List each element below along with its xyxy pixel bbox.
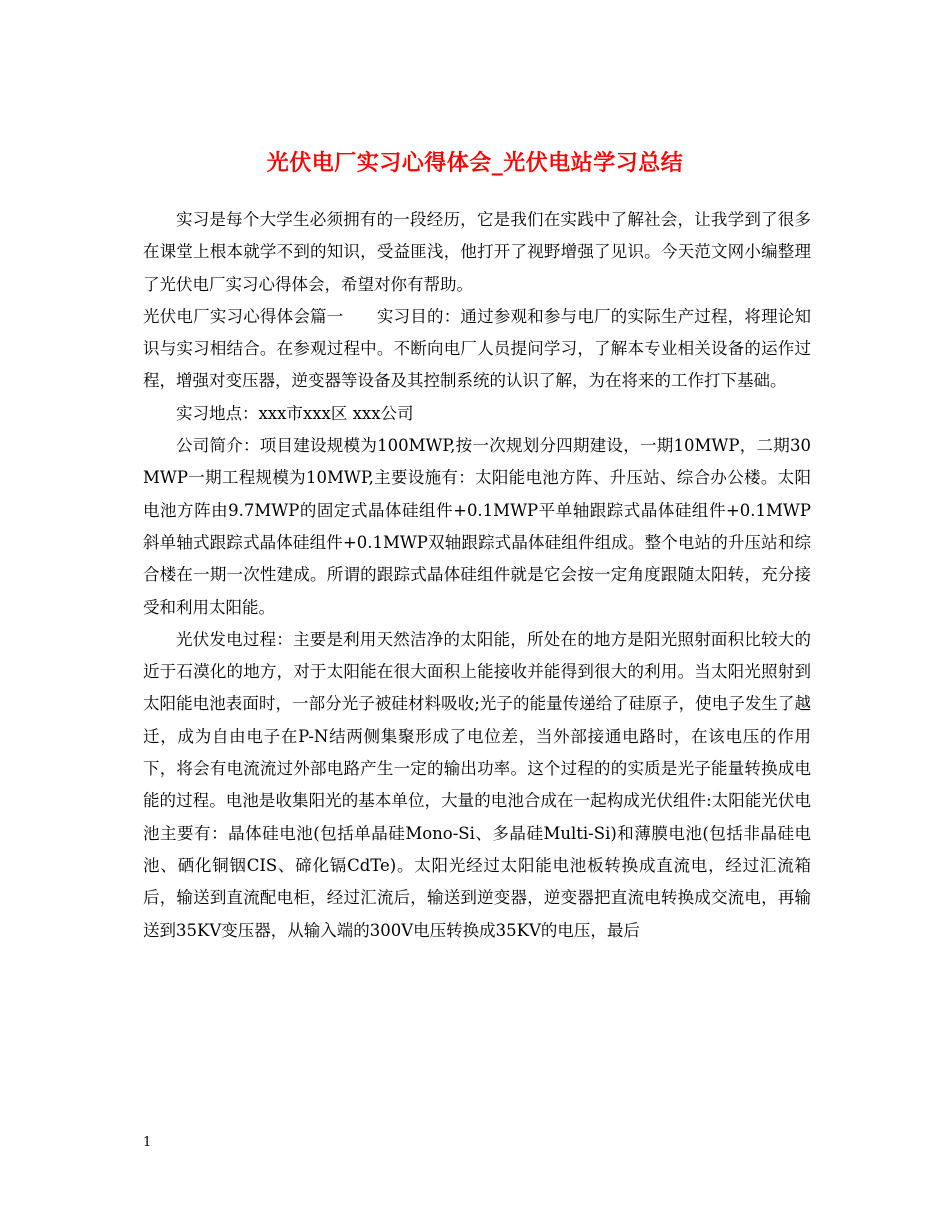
paragraph-pv-generation-process: 光伏发电过程：主要是利用天然洁净的太阳能，所处在的地方是阳光照射面积比较大的近于石漠化的地方，对于太阳能在很大面积上能接收并能得到很大的利用。当太阳光照射到太阳能电池表面时，一部分光子被硅材料吸收;光子的能量传递给了硅原子，使电子发生了越迁，成为自由电子在P-N结两侧集聚形成了电位差，当外部接通电路时，在该电压的作用下，将会有电流流过外部电路产生一定的输出功率。这个过程的的实质是光子能量转换成电能的过程。电池是收集阳光的基本单位，大量的电池合成在一起构成光伏组件:太阳能光伏电池主要有：晶体硅电池(包括单晶硅Mono-Si、多晶硅Multi-Si)和薄膜电池(包括非晶硅电池、硒化铜铟CIS、碲化镉CdTe)。太阳光经过太阳能电池板转换成直流电，经过汇流箱后，输送到直流配电柜，经过汇流后，输送到逆变器，逆变器把直流电转换成交流电，再输送到35KV变压器，从输入端的300V电压转换成35KV的电压，最后	[143, 629, 812, 940]
paragraph-company-profile: 公司简介：项目建设规模为100MWP,按一次规划分四期建设，一期10MWP，二期30MWP一期工程规模为10MWP,主要设施有：太阳能电池方阵、升压站、综合办公楼。太阳电池方阵由9.7MWP的固定式晶体硅组件+0.1MWP平单轴跟踪式晶体硅组件+0.1MWP斜单轴式跟踪式晶体硅组件+0.1MWP双轴跟踪式晶体硅组件组成。整个电站的升压站和综合楼在一期一次性建成。所谓的跟踪式晶体硅组件就是它会按一定角度跟随太阳转，充分接受和利用太阳能。	[143, 436, 811, 617]
document-body	[143, 204, 811, 947]
paragraph-internship-location: 实习地点：xxx市xxx区 xxx公司	[176, 403, 414, 423]
document-title: 光伏电厂实习心得体会_光伏电站学习总结	[266, 149, 684, 176]
paragraph-internship-purpose: 光伏电厂实习心得体会篇一 实习目的：通过参观和参与电厂的实际生产过程，将理论知识与实习相结合。在参观过程中。不断向电厂人员提问学习，了解本专业相关设备的运作过程，增强对变压器，逆变器等设备及其控制系统的认识了解，为在将来的工作打下基础。	[143, 306, 811, 391]
paragraph-intro: 实习是每个大学生必须拥有的一段经历，它是我们在实践中了解社会，让我学到了很多在课堂上根本就学不到的知识，受益匪浅，他打开了视野增强了见识。今天范文网小编整理了光伏电厂实习心得体会，希望对你有帮助。	[143, 210, 811, 294]
page-number: 1	[143, 1135, 152, 1150]
